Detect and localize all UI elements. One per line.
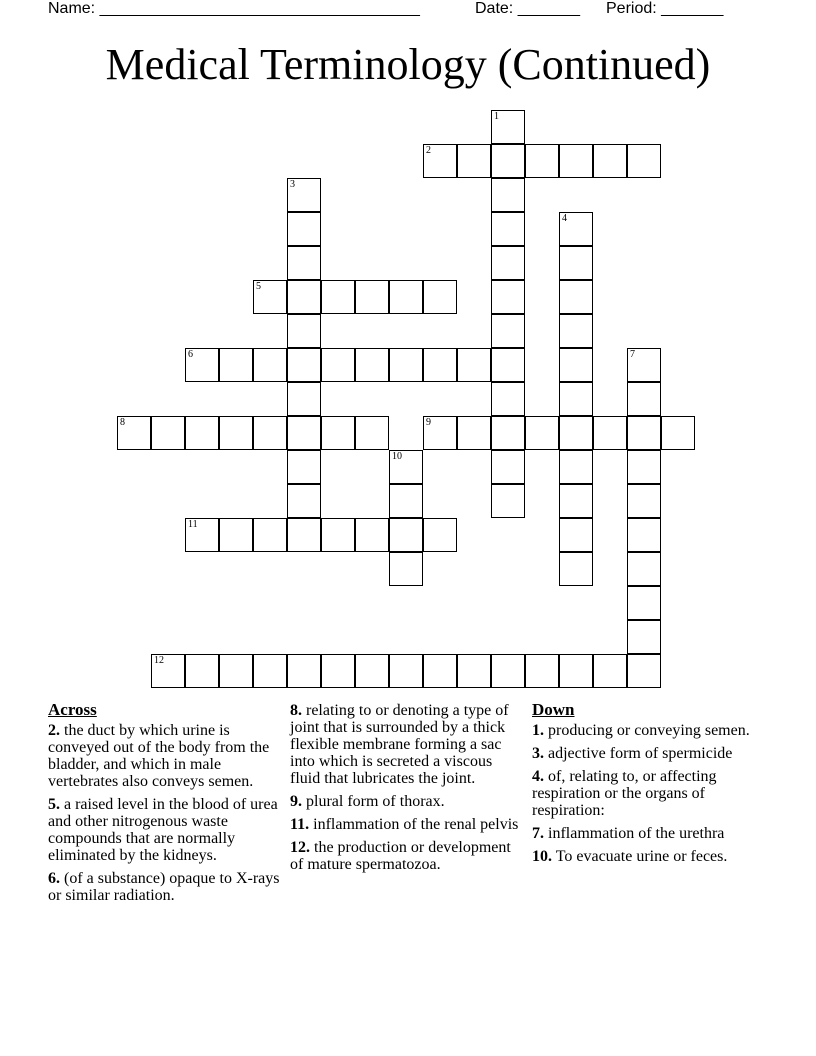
grid-cell[interactable] [457,654,491,688]
grid-cell[interactable] [355,348,389,382]
grid-cell[interactable] [559,484,593,518]
grid-cell[interactable] [593,416,627,450]
clue-number: 2. [48,722,60,739]
grid-cell[interactable] [287,178,321,212]
grid-cell[interactable] [287,314,321,348]
grid-cell[interactable] [287,382,321,416]
grid-cell[interactable] [253,654,287,688]
clue-text: the duct by which urine is conveyed out of the body from the bladder, and which in male vertebrates also conveys semen. [48,722,270,790]
grid-cell[interactable] [423,280,457,314]
grid-cell[interactable] [559,382,593,416]
grid-cell[interactable] [457,144,491,178]
grid-cell[interactable] [627,382,661,416]
grid-cell[interactable] [627,484,661,518]
clue-number: 8 [120,417,125,428]
grid-cell[interactable] [321,280,355,314]
grid-cell[interactable] [491,178,525,212]
grid-cell[interactable] [457,348,491,382]
clue-text: relating to or denoting a type of joint that is surrounded by a thick flexible membrane forming a sac into which is secreted a viscous fluid that lubricates the joint. [290,702,509,787]
grid-cell[interactable] [321,654,355,688]
clue-number: 12. [290,839,310,856]
grid-cell[interactable] [661,416,695,450]
grid-cell[interactable] [287,280,321,314]
grid-cell[interactable] [321,518,355,552]
grid-cell[interactable] [287,450,321,484]
grid-cell[interactable] [117,416,151,450]
date-field-label[interactable]: Date: _______ [475,0,580,17]
clue-text: plural form of thorax. [302,793,445,810]
grid-cell[interactable] [287,416,321,450]
grid-cell[interactable] [287,246,321,280]
grid-cell[interactable] [491,416,525,450]
grid-cell[interactable] [559,552,593,586]
clue-text: a raised level in the blood of urea and other nitrogenous waste compounds that are normally eliminated by the kidneys. [48,796,278,864]
grid-cell[interactable] [491,280,525,314]
grid-cell[interactable] [525,416,559,450]
grid-cell[interactable] [253,416,287,450]
grid-cell[interactable] [423,518,457,552]
grid-cell[interactable] [627,654,661,688]
grid-cell[interactable] [253,518,287,552]
down-clue [532,745,764,762]
grid-cell[interactable] [423,654,457,688]
clue-number: 11. [290,816,310,833]
grid-cell[interactable] [423,144,457,178]
grid-cell[interactable] [389,280,423,314]
clue-text: producing or conveying semen. [544,722,750,739]
clue-text: inflammation of the renal pelvis [309,816,519,833]
clues-column-1 [48,700,280,910]
grid-cell[interactable] [185,518,219,552]
clue-number: 5. [48,796,60,813]
clue-number: 1 [494,111,499,122]
clue-number: 11 [188,519,198,530]
grid-cell[interactable] [627,348,661,382]
grid-cell[interactable] [491,382,525,416]
grid-cell[interactable] [627,620,661,654]
clue-number: 1. [532,722,544,739]
clue-number: 9 [426,417,431,428]
grid-cell[interactable] [593,654,627,688]
grid-cell[interactable] [491,314,525,348]
grid-cell[interactable] [253,348,287,382]
grid-cell[interactable] [389,484,423,518]
grid-cell[interactable] [389,348,423,382]
name-field-label[interactable]: Name: ____________________________________ [48,0,420,17]
grid-cell[interactable] [423,348,457,382]
grid-cell[interactable] [185,348,219,382]
grid-cell[interactable] [627,552,661,586]
clues-column-3 [532,700,764,871]
clue-number: 10. [532,848,552,865]
clue-text: (of a substance) opaque to X-rays or similar radiation. [48,870,280,904]
grid-cell[interactable] [389,552,423,586]
grid-cell[interactable] [491,450,525,484]
clue-number: 8. [290,702,302,719]
across-clue [290,816,522,833]
clue-number: 6. [48,870,60,887]
clue-number: 2 [426,145,431,156]
clue-number: 6 [188,349,193,360]
across-clue [48,722,280,790]
grid-cell[interactable] [491,110,525,144]
page-title: Medical Terminology (Continued) [105,40,711,89]
grid-cell[interactable] [559,518,593,552]
grid-cell[interactable] [287,348,321,382]
across-heading: Across [48,700,97,719]
grid-cell[interactable] [627,416,661,450]
down-heading: Down [532,700,575,719]
grid-cell[interactable] [559,144,593,178]
clue-text: of, relating to, or affecting respiration or the organs of respiration: [532,768,717,819]
grid-cell[interactable] [559,416,593,450]
clue-number: 5 [256,281,261,292]
grid-cell[interactable] [219,416,253,450]
clue-number: 10 [392,451,402,462]
grid-cell[interactable] [287,518,321,552]
grid-cell[interactable] [219,654,253,688]
grid-cell[interactable] [559,348,593,382]
grid-cell[interactable] [491,484,525,518]
grid-cell[interactable] [185,416,219,450]
grid-cell[interactable] [219,518,253,552]
grid-cell[interactable] [355,280,389,314]
grid-cell[interactable] [151,416,185,450]
grid-cell[interactable] [151,654,185,688]
grid-cell[interactable] [491,144,525,178]
clue-number: 3. [532,745,544,762]
grid-cell[interactable] [355,416,389,450]
grid-cell[interactable] [253,280,287,314]
grid-cell[interactable] [525,654,559,688]
grid-cell[interactable] [423,416,457,450]
across-clue [48,796,280,864]
down-clue [532,722,764,739]
clue-number: 12 [154,655,164,666]
across-clue [290,839,522,873]
down-clue [532,825,764,842]
clue-number: 3 [290,179,295,190]
grid-cell[interactable] [287,484,321,518]
grid-cell[interactable] [559,212,593,246]
across-clue [290,702,522,787]
grid-cell[interactable] [219,348,253,382]
grid-cell[interactable] [389,450,423,484]
grid-cell[interactable] [491,348,525,382]
grid-cell[interactable] [355,654,389,688]
grid-cell[interactable] [355,518,389,552]
grid-cell[interactable] [559,246,593,280]
clue-text: To evacuate urine or feces. [552,848,728,865]
down-clue [532,768,764,819]
across-clue [48,870,280,904]
grid-cell[interactable] [491,654,525,688]
grid-cell[interactable] [627,450,661,484]
grid-cell[interactable] [287,212,321,246]
across-clue [290,793,522,810]
clue-number: 4. [532,768,544,785]
grid-cell[interactable] [525,144,559,178]
grid-cell[interactable] [321,348,355,382]
grid-cell[interactable] [627,586,661,620]
grid-cell[interactable] [559,654,593,688]
clue-text: adjective form of spermicide [544,745,733,762]
grid-cell[interactable] [185,654,219,688]
clue-number: 7 [630,349,635,360]
clue-text: the production or development of mature spermatozoa. [290,839,511,873]
down-clue [532,848,764,865]
grid-cell[interactable] [287,654,321,688]
clues-column-2 [290,702,522,879]
period-field-label[interactable]: Period: _______ [606,0,724,17]
grid-cell[interactable] [491,246,525,280]
clue-text: inflammation of the urethra [544,825,725,842]
clue-number: 4 [562,213,567,224]
grid-cell[interactable] [457,416,491,450]
grid-cell[interactable] [559,280,593,314]
grid-cell[interactable] [491,212,525,246]
grid-cell[interactable] [627,144,661,178]
grid-cell[interactable] [559,450,593,484]
grid-cell[interactable] [559,314,593,348]
grid-cell[interactable] [389,518,423,552]
grid-cell[interactable] [389,654,423,688]
clue-number: 7. [532,825,544,842]
clue-number: 9. [290,793,302,810]
grid-cell[interactable] [321,416,355,450]
grid-cell[interactable] [593,144,627,178]
grid-cell[interactable] [627,518,661,552]
